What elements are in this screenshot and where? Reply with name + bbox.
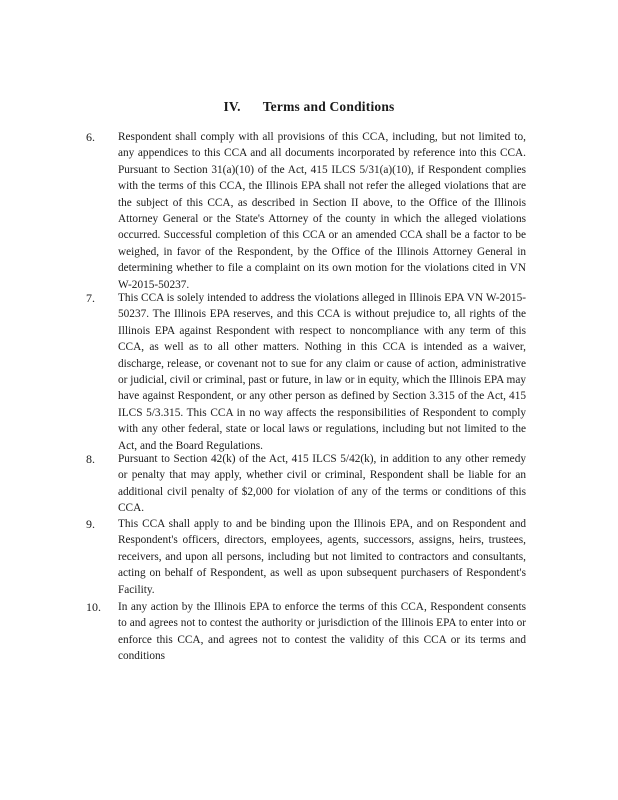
- section-heading: [0, 99, 618, 115]
- paragraph-text: This CCA is solely intended to address the violations alleged in Illinois EPA VN W-2015-50237. The Illinois EPA reserves, and this CCA is without prejudice to, all rights of the Illinois EPA against Respondent with respect to noncompliance with any term of this CCA, as well as to all other matters. Nothing in this CCA is intended as a waiver, discharge, release, or covenant not to sue for any claim or cause of action, administrative or judicial, civil or criminal, past or future, in law or in equity, which the Illinois EPA may have against Respondent, or any other person as defined by Section 3.315 of the Act, 415 ILCS 5/3.315. This CCA in no way affects the responsibilities of Respondent to comply with any other federal, state or local laws or regulations, including but not limited to the Act, and the Board Regulations.: [118, 292, 526, 452]
- paragraph-number: 10.: [86, 600, 101, 614]
- paragraph-number: 6.: [86, 130, 95, 144]
- paragraph-number: 9.: [86, 517, 95, 531]
- paragraph-text: In any action by the Illinois EPA to enforce the terms of this CCA, Respondent consents to and agrees not to contest the authority or jurisdiction of the Illinois EPA to enter into or enforce this CCA, and agrees not to contest the validity of this CCA or its terms and conditions: [118, 601, 526, 663]
- paragraph-text: This CCA shall apply to and be binding upon the Illinois EPA, and on Respondent and Respondent's officers, directors, employees, agents, successors, assigns, heirs, trustees, receivers, and upon all persons, including but not limited to contractors and consultants, acting on behalf of Respondent, as well as upon subsequent purchasers of Respondent's Facility.: [118, 518, 526, 596]
- paragraph-number: 8.: [86, 452, 95, 466]
- section-number: IV.: [223, 99, 241, 114]
- paragraph-number: 7.: [86, 291, 95, 305]
- paragraph-text: Respondent shall comply with all provisions of this CCA, including, but not limited to, any appendices to this CCA and all documents incorporated by reference into this CCA. Pursuant to Section 31(a)(10) of the Act, 415 ILCS 5/31(a)(10), if Respondent complies with the terms of this CCA, the Illinois EPA shall not refer the alleged violations that are the subject of this CCA, as described in Section II above, to the Office of the Illinois Attorney General or the State's Attorney of the county in which the alleged violations occurred. Successful completion of this CCA or an amended CCA shall be a factor to be weighed, in favor of the Respondent, by the Office of the Illinois Attorney General in determining whether to file a complaint on its own motion for the violations cited in VN W-2015-50237.: [118, 131, 526, 291]
- section-title: Terms and Conditions: [262, 99, 395, 114]
- paragraph-text: Pursuant to Section 42(k) of the Act, 415 ILCS 5/42(k), in addition to any other remedy or penalty that may apply, whether civil or criminal, Respondent shall be liable for an additional civil penalty of $2,000 for violation of any of the terms or conditions of this CCA.: [118, 453, 526, 515]
